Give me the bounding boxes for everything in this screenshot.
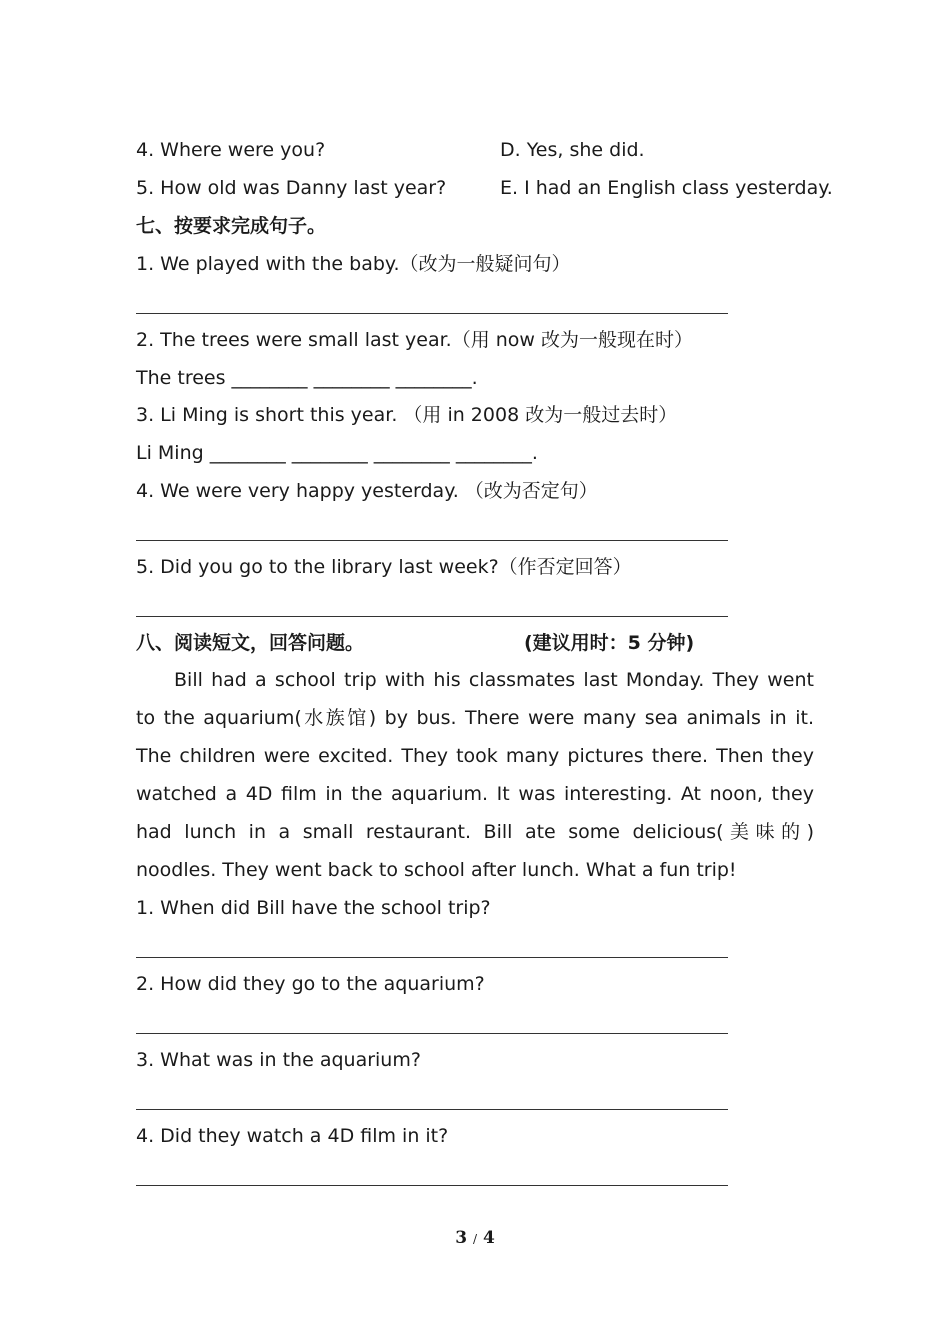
section-8-suggested-time: (建议用时：5 分钟) bbox=[524, 632, 695, 654]
matching-question-5: 5. How old was Danny last year? bbox=[136, 177, 447, 199]
section-7-item-1-prompt: 1. We played with the baby.（改为一般疑问句） bbox=[136, 253, 571, 275]
section-7-item-5-prompt: 5. Did you go to the library last week?（作否定回答） bbox=[136, 556, 632, 578]
reading-passage: Bill had a school trip with his classmates last Monday. They went to the aquarium(水族馆) by bus. There were many sea animals in it. The children were excited. They took many pictures there. Then they watched a 4D film in the aquarium. It was interesting. At noon, they had lunch in a small restaurant. Bill ate some delicious(美味的) noodles. They went back to school after lunch. What a fun trip! bbox=[136, 669, 814, 881]
page-current: 3 bbox=[455, 1228, 468, 1248]
page-total: 4 bbox=[482, 1228, 495, 1248]
section-7-item-2-prompt: 2. The trees were small last year.（用 now 改为一般现在时） bbox=[136, 329, 693, 351]
section-7-item-2-fill[interactable]: The trees ________ ________ ________. bbox=[136, 367, 478, 389]
reading-question-1: 1. When did Bill have the school trip? bbox=[136, 897, 491, 919]
reading-question-3-answer-line[interactable] bbox=[136, 1109, 728, 1110]
section-7-item-5-answer-line[interactable] bbox=[136, 616, 728, 617]
page-number bbox=[0, 1228, 950, 1248]
section-8-title: 八、阅读短文，回答问题。 bbox=[136, 632, 365, 654]
reading-question-2-answer-line[interactable] bbox=[136, 1033, 728, 1034]
matching-question-4: 4. Where were you? bbox=[136, 139, 326, 161]
section-7-title: 七、按要求完成句子。 bbox=[136, 215, 327, 237]
section-7-item-3-fill[interactable]: Li Ming ________ ________ ________ ________. bbox=[136, 442, 538, 464]
section-7-item-4-prompt: 4. We were very happy yesterday. （改为否定句） bbox=[136, 480, 598, 502]
reading-question-2: 2. How did they go to the aquarium? bbox=[136, 973, 485, 995]
section-7-item-1-answer-line[interactable] bbox=[136, 313, 728, 314]
matching-answer-e: E. I had an English class yesterday. bbox=[500, 177, 833, 199]
section-7-item-4-answer-line[interactable] bbox=[136, 540, 728, 541]
reading-question-4: 4. Did they watch a 4D film in it? bbox=[136, 1125, 449, 1147]
reading-question-1-answer-line[interactable] bbox=[136, 957, 728, 958]
page-separator: / bbox=[472, 1232, 478, 1246]
section-7-item-3-prompt: 3. Li Ming is short this year. （用 in 2008 改为一般过去时） bbox=[136, 404, 678, 426]
reading-question-4-answer-line[interactable] bbox=[136, 1185, 728, 1186]
matching-answer-d: D. Yes, she did. bbox=[500, 139, 645, 161]
reading-question-3: 3. What was in the aquarium? bbox=[136, 1049, 421, 1071]
